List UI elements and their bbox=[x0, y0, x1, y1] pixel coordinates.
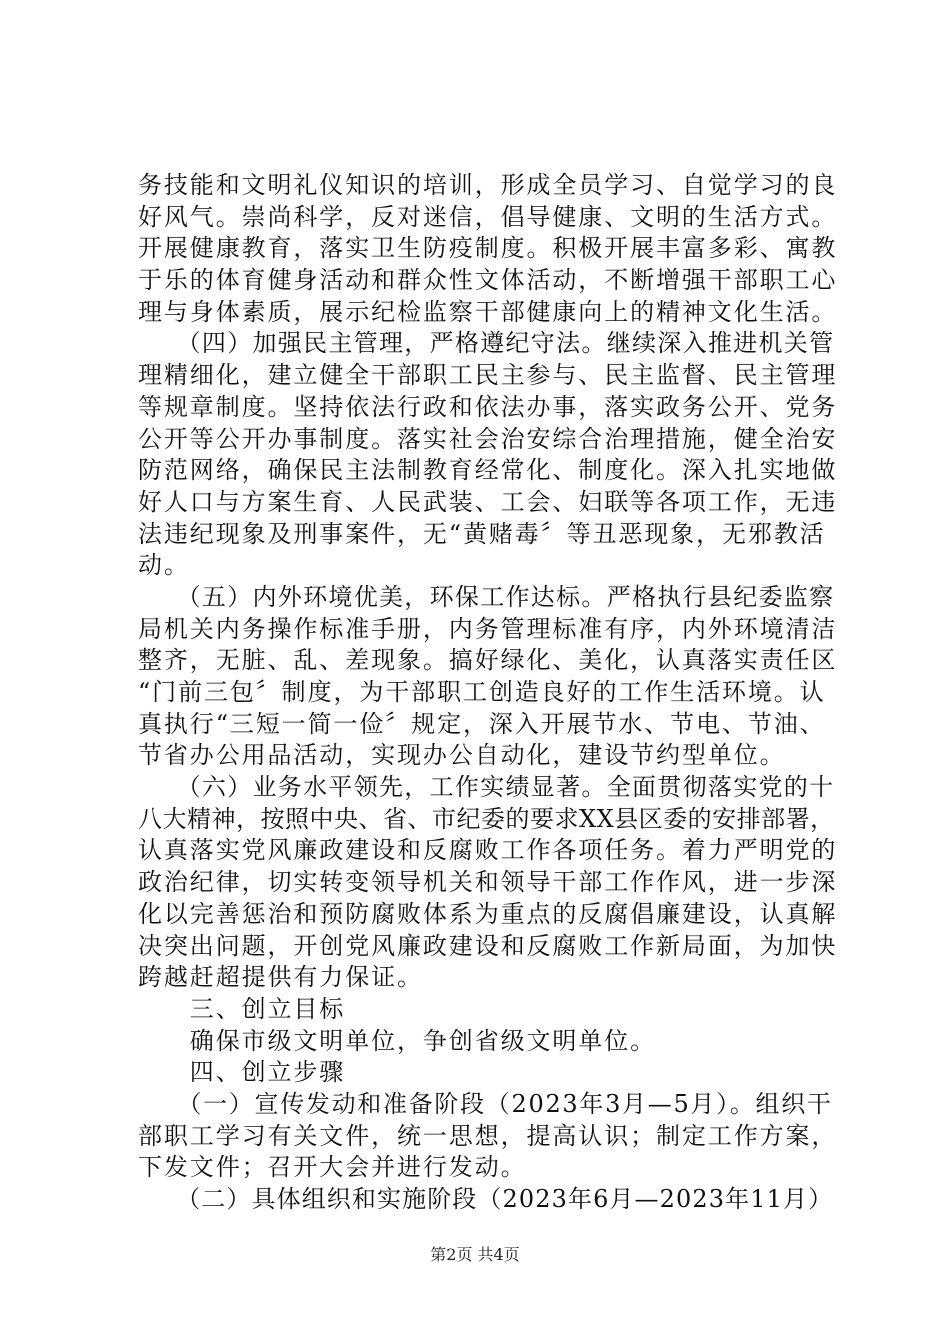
text-line: 决突出问题，开创党风廉政建设和反腐败工作新局面，为加快 bbox=[138, 931, 838, 960]
text-line: 政治纪律，切实转变领导机关和领导干部工作作风，进一步深 bbox=[138, 868, 838, 897]
text-line: 动。 bbox=[138, 551, 190, 580]
text-line: （一）宣传发动和准备阶段（2023年3月—5月）。组织干 bbox=[138, 1089, 833, 1118]
text-line: 真执行“三短一简一俭〞规定，深入开展节水、节电、节油、 bbox=[138, 709, 826, 738]
text-line: 部职工学习有关文件，统一思想，提高认识；制定工作方案， bbox=[138, 1121, 838, 1150]
text-line: 等规章制度。坚持依法行政和依法办事，落实政务公开、党务 bbox=[138, 392, 838, 421]
text-line: 四、创立步骤 bbox=[138, 1058, 346, 1087]
text-line: 局机关内务操作标准手册，内务管理标准有序，内外环境清洁 bbox=[138, 614, 838, 643]
text-line: 跨越赶超提供有力保证。 bbox=[138, 963, 423, 992]
text-line: 法违纪现象及刑事案件，无“黄赌毒〞等丑恶现象，无邪教活 bbox=[138, 519, 826, 548]
text-line: 好风气。崇尚科学，反对迷信，倡导健康、文明的生活方式。 bbox=[138, 202, 838, 231]
text-line: 认真落实党风廉政建设和反腐败工作各项任务。着力严明党的 bbox=[138, 836, 838, 865]
text-line: 节省办公用品活动，实现办公自动化，建设节约型单位。 bbox=[138, 741, 786, 770]
document-body bbox=[138, 170, 838, 1216]
text-line: 开展健康教育，落实卫生防疫制度。积极开展丰富多彩、寓教 bbox=[138, 234, 838, 263]
text-line: （六）业务水平领先，工作实绩显著。全面贯彻落实党的十 bbox=[138, 773, 835, 802]
text-line: 化以完善惩治和预防腐败体系为重点的反腐倡廉建设，认真解 bbox=[138, 899, 838, 928]
text-line: 下发文件；召开大会并进行发动。 bbox=[138, 1153, 527, 1182]
text-line: （五）内外环境优美，环保工作达标。严格执行县纪委监察 bbox=[138, 582, 835, 611]
text-line: 好人口与方案生育、人民武装、工会、妇联等各项工作，无违 bbox=[138, 487, 838, 516]
text-line: 三、创立目标 bbox=[138, 994, 346, 1023]
text-line: 理精细化，建立健全干部职工民主参与、民主监督、民主管理 bbox=[138, 361, 838, 390]
text-line: 确保市级文明单位，争创省级文明单位。 bbox=[138, 1026, 656, 1055]
page-footer: 第2页 共4页 bbox=[430, 1245, 520, 1264]
text-line: 务技能和文明礼仪知识的培训，形成全员学习、自觉学习的良 bbox=[138, 171, 838, 199]
text-line: 八大精神，按照中央、省、市纪委的要求XX县区委的安排部署， bbox=[138, 804, 835, 833]
text-line: 理与身体素质，展示纪检监察干部健康向上的精神文化生活。 bbox=[138, 297, 838, 326]
text-line: 防范网络，确保民主法制教育经常化、制度化。深入扎实地做 bbox=[138, 456, 838, 485]
text-line: 于乐的体育健身活动和群众性文体活动，不断增强干部职工心 bbox=[138, 266, 838, 295]
text-line: 整齐，无脏、乱、差现象。搞好绿化、美化，认真落实责任区 bbox=[138, 646, 838, 675]
text-line: （二）具体组织和实施阶段（2023年6月—2023年11月） bbox=[138, 1185, 834, 1213]
text-line: 公开等公开办事制度。落实社会治安综合治理措施，健全治安 bbox=[138, 424, 838, 453]
text-line: “门前三包〞制度，为干部职工创造良好的工作生活环境。认 bbox=[138, 678, 826, 706]
text-line: （四）加强民主管理，严格遵纪守法。继续深入推进机关管 bbox=[138, 329, 835, 358]
